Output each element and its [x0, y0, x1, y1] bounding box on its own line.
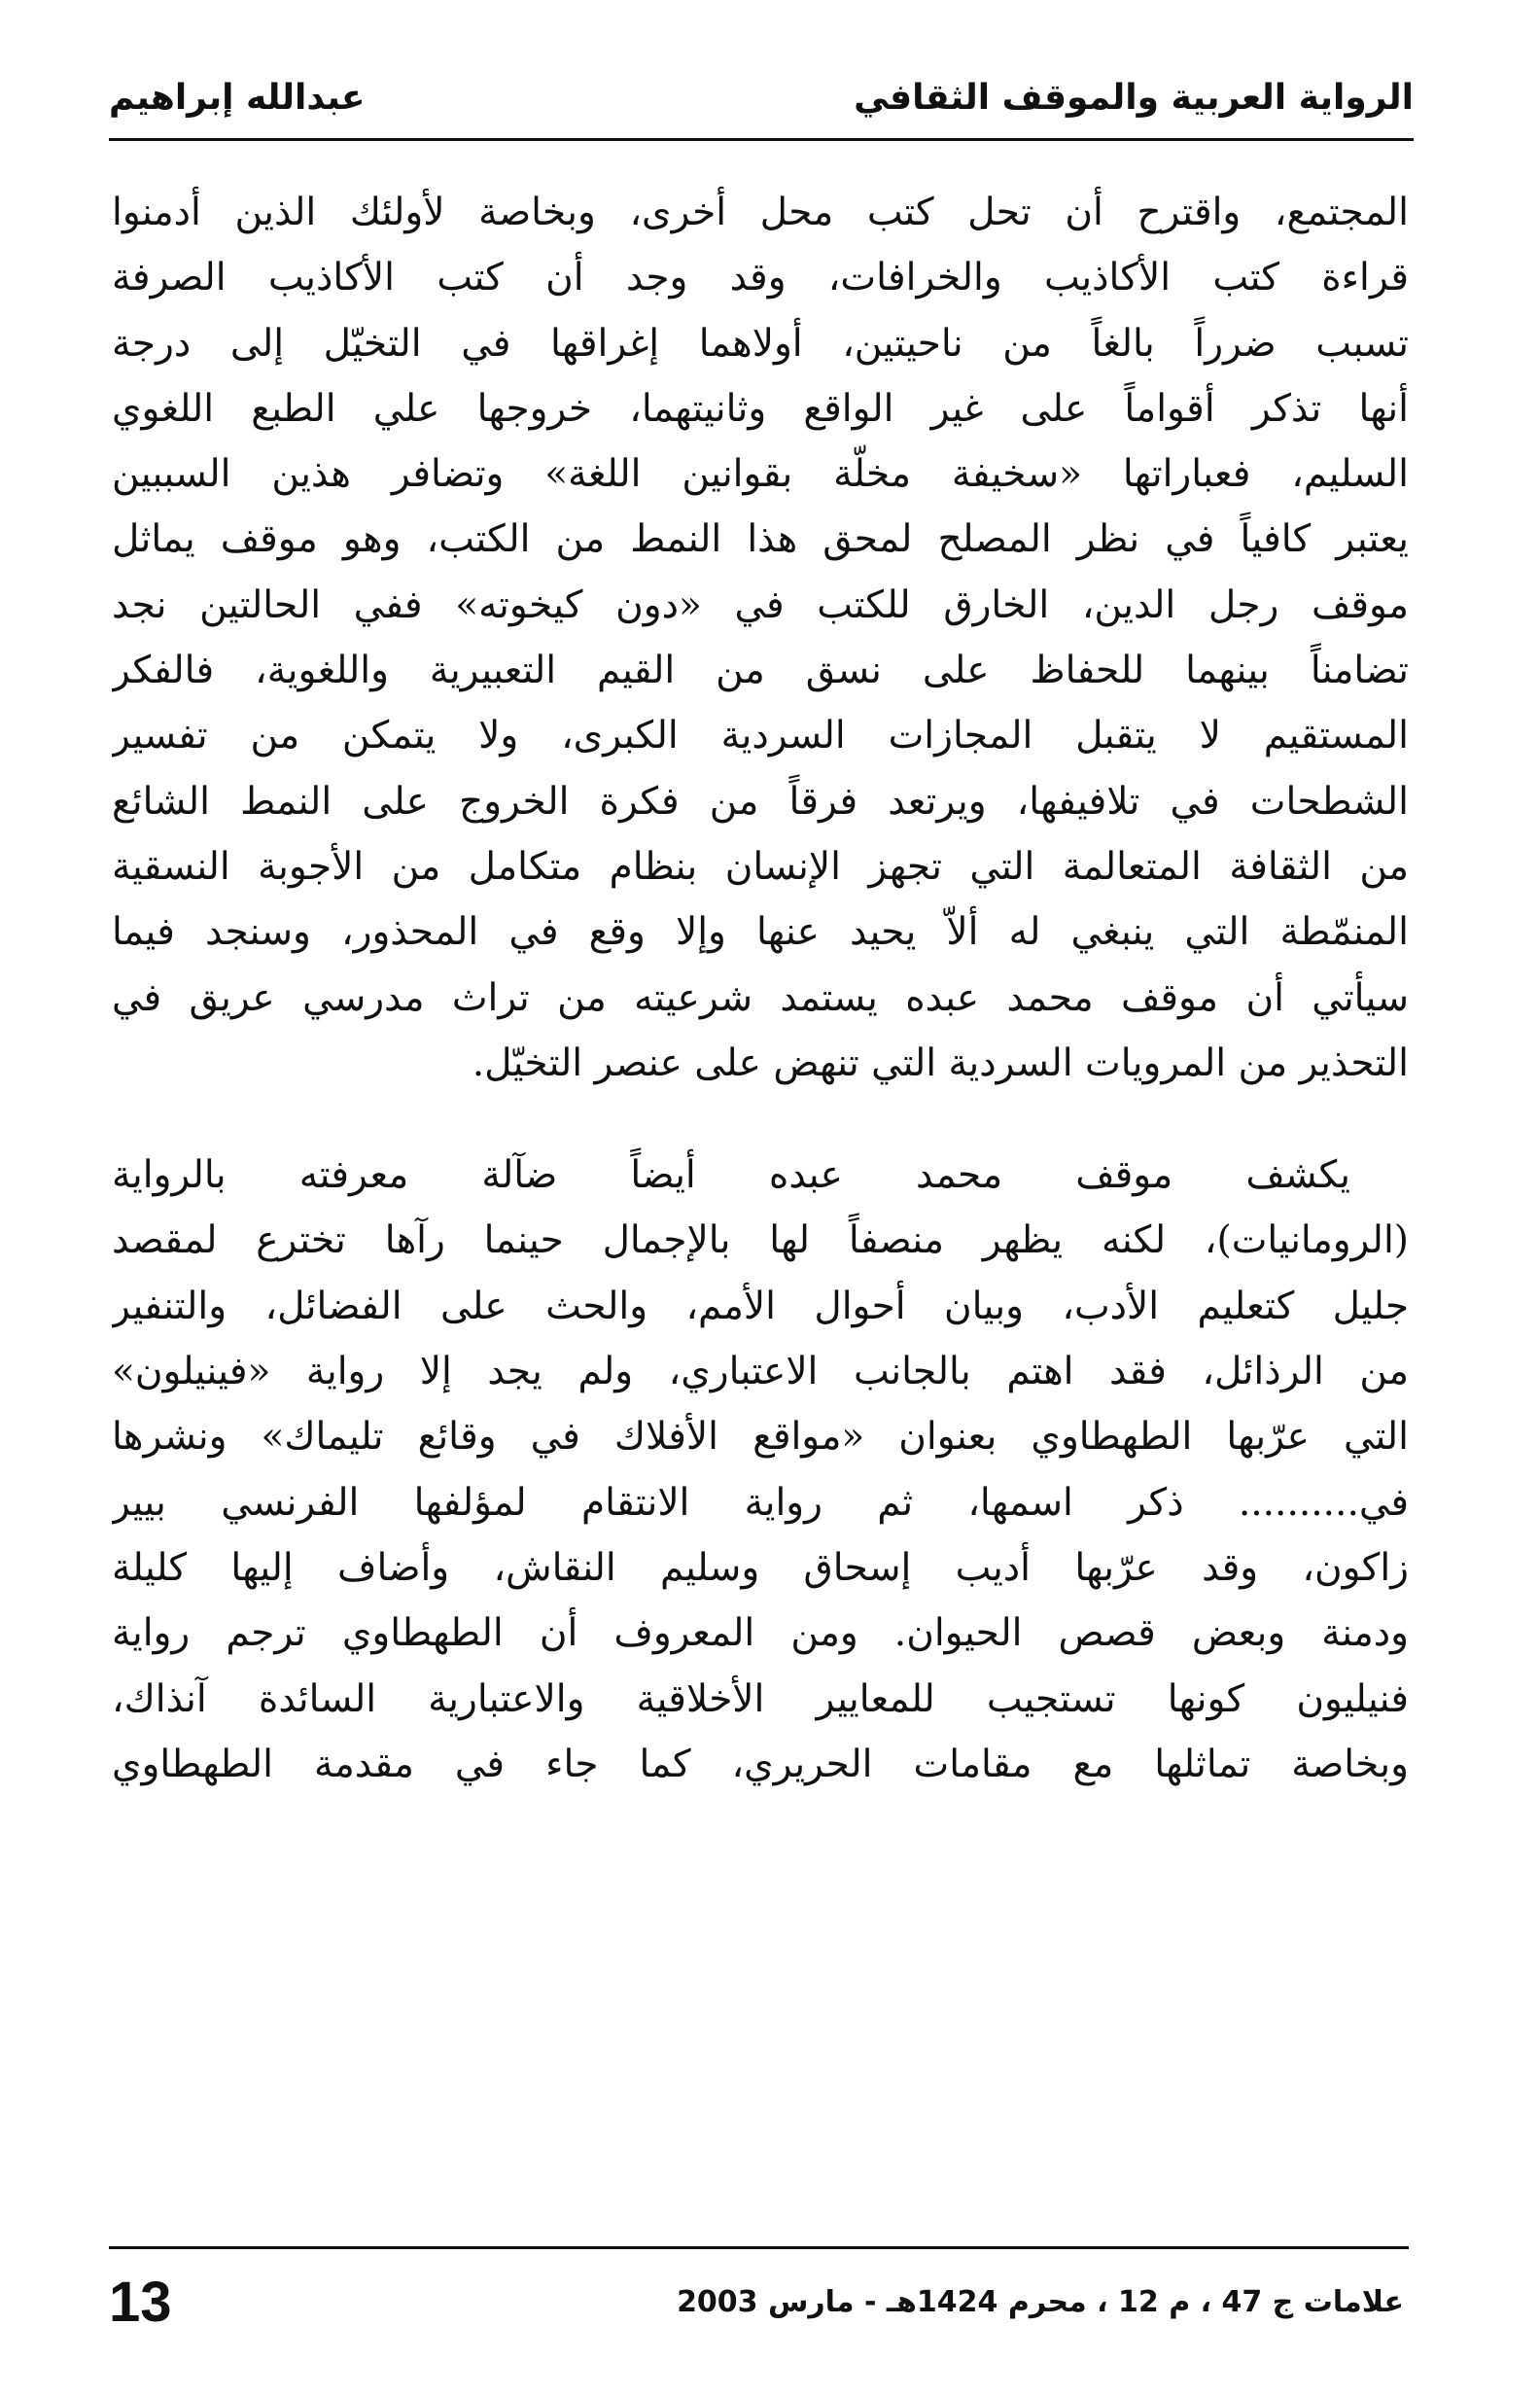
text-line: قراءة كتب الأكاذيب والخرافات، وقد وجد أن كتب الأكاذيب الصرفة — [112, 256, 1409, 300]
text-line: من الثقافة المتعالمة التي تجهز الإنسان بنظام متكامل من الأجوبة النسقية — [112, 844, 1409, 889]
text-line: جليل كتعليم الأدب، وبيان أحوال الأمم، والحث على الفضائل، والتنفير — [112, 1284, 1409, 1328]
text-line: في.......... ذكر اسمها، ثم رواية الانتقام لمؤلفها الفرنسي بيير — [112, 1480, 1409, 1525]
text-line: التحذير من المرويات السردية التي تنهض على عنصر التخيّل. — [472, 1040, 1409, 1085]
text-line: تسبب ضرراً بالغاً من ناحيتين، أولاهما إغراقها في التخيّل إلى درجة — [112, 321, 1409, 366]
text-line: (الرومانيات)، لكنه يظهر منصفاً لها بالإجمال حينما رآها تخترع لمقصد — [112, 1218, 1409, 1263]
text-line: وبخاصة تماثلها مع مقامات الحريري، كما جاء في مقدمة الطهطاوي — [112, 1742, 1409, 1786]
paragraph-1 — [112, 180, 1409, 1096]
paragraph-2 — [112, 1143, 1409, 1797]
page-number: 13 — [109, 2270, 172, 2334]
text-line: المجتمع، واقترح أن تحل كتب محل أخرى، وبخاصة لأولئك الذين أدمنوا — [112, 191, 1409, 234]
text-line: سيأتي أن موقف محمد عبده يستمد شرعيته من تراث مدرسي عريق في — [112, 975, 1409, 1020]
text-line: يكشف موقف محمد عبده أيضاً ضآلة معرفته بالرواية — [112, 1153, 1350, 1198]
header-divider — [109, 138, 1414, 141]
author-name: عبدالله إبراهيم — [109, 77, 366, 118]
running-header — [109, 58, 1414, 136]
text-line: تضامناً بينهما للحفاظ على نسق من القيم التعبيرية واللغوية، فالفكر — [112, 649, 1409, 693]
text-line: التي عرّبها الطهطاوي بعنوان «مواقع الأفلاك في وقائع تليماك» ونشرها — [112, 1415, 1409, 1460]
text-line: من الرذائل، فقد اهتم بالجانب الاعتباري، ولم يجد إلا رواية «فينيلون» — [112, 1350, 1409, 1394]
article-body — [112, 180, 1409, 1797]
issue-info: علامات ج 47 ، م 12 ، محرم 1424هـ - مارس 2003 — [677, 2284, 1404, 2319]
text-line: زاكون، وقد عرّبها أديب إسحاق وسليم النقاش، وأضاف إليها كليلة — [112, 1545, 1409, 1590]
text-line: السليم، فعباراتها «سخيفة مخلّة بقوانين اللغة» وتضافر هذين السببين — [112, 452, 1409, 497]
running-footer — [109, 2258, 1404, 2345]
text-line: يعتبر كافياً في نظر المصلح لمحق هذا النمط من الكتب، وهو موقف يماثل — [112, 517, 1409, 562]
text-line: المستقيم لا يتقبل المجازات السردية الكبرى، ولا يتمكن من تفسير — [112, 714, 1409, 758]
text-line: الشطحات في تلافيفها، ويرتعد فرقاً من فكرة الخروج على النمط الشائع — [112, 779, 1409, 824]
footer-divider — [109, 2246, 1409, 2249]
text-line: ودمنة وبعض قصص الحيوان. ومن المعروف أن الطهطاوي ترجم رواية — [112, 1611, 1409, 1656]
text-line: فنيليون كونها تستجيب للمعايير الأخلاقية والاعتبارية السائدة آنذاك، — [112, 1676, 1409, 1721]
text-line: المنمّطة التي ينبغي له ألاّ يحيد عنها وإلا وقع في المحذور، وسنجد فيما — [112, 910, 1409, 955]
text-line: موقف رجل الدين، الخارق للكتب في «دون كيخوته» ففي الحالتين نجد — [112, 582, 1409, 627]
journal-section-title: الرواية العربية والموقف الثقافي — [854, 77, 1414, 118]
text-line: أنها تذكر أقواماً على غير الواقع وثانيتهما، خروجها علي الطبع اللغوي — [112, 386, 1409, 431]
